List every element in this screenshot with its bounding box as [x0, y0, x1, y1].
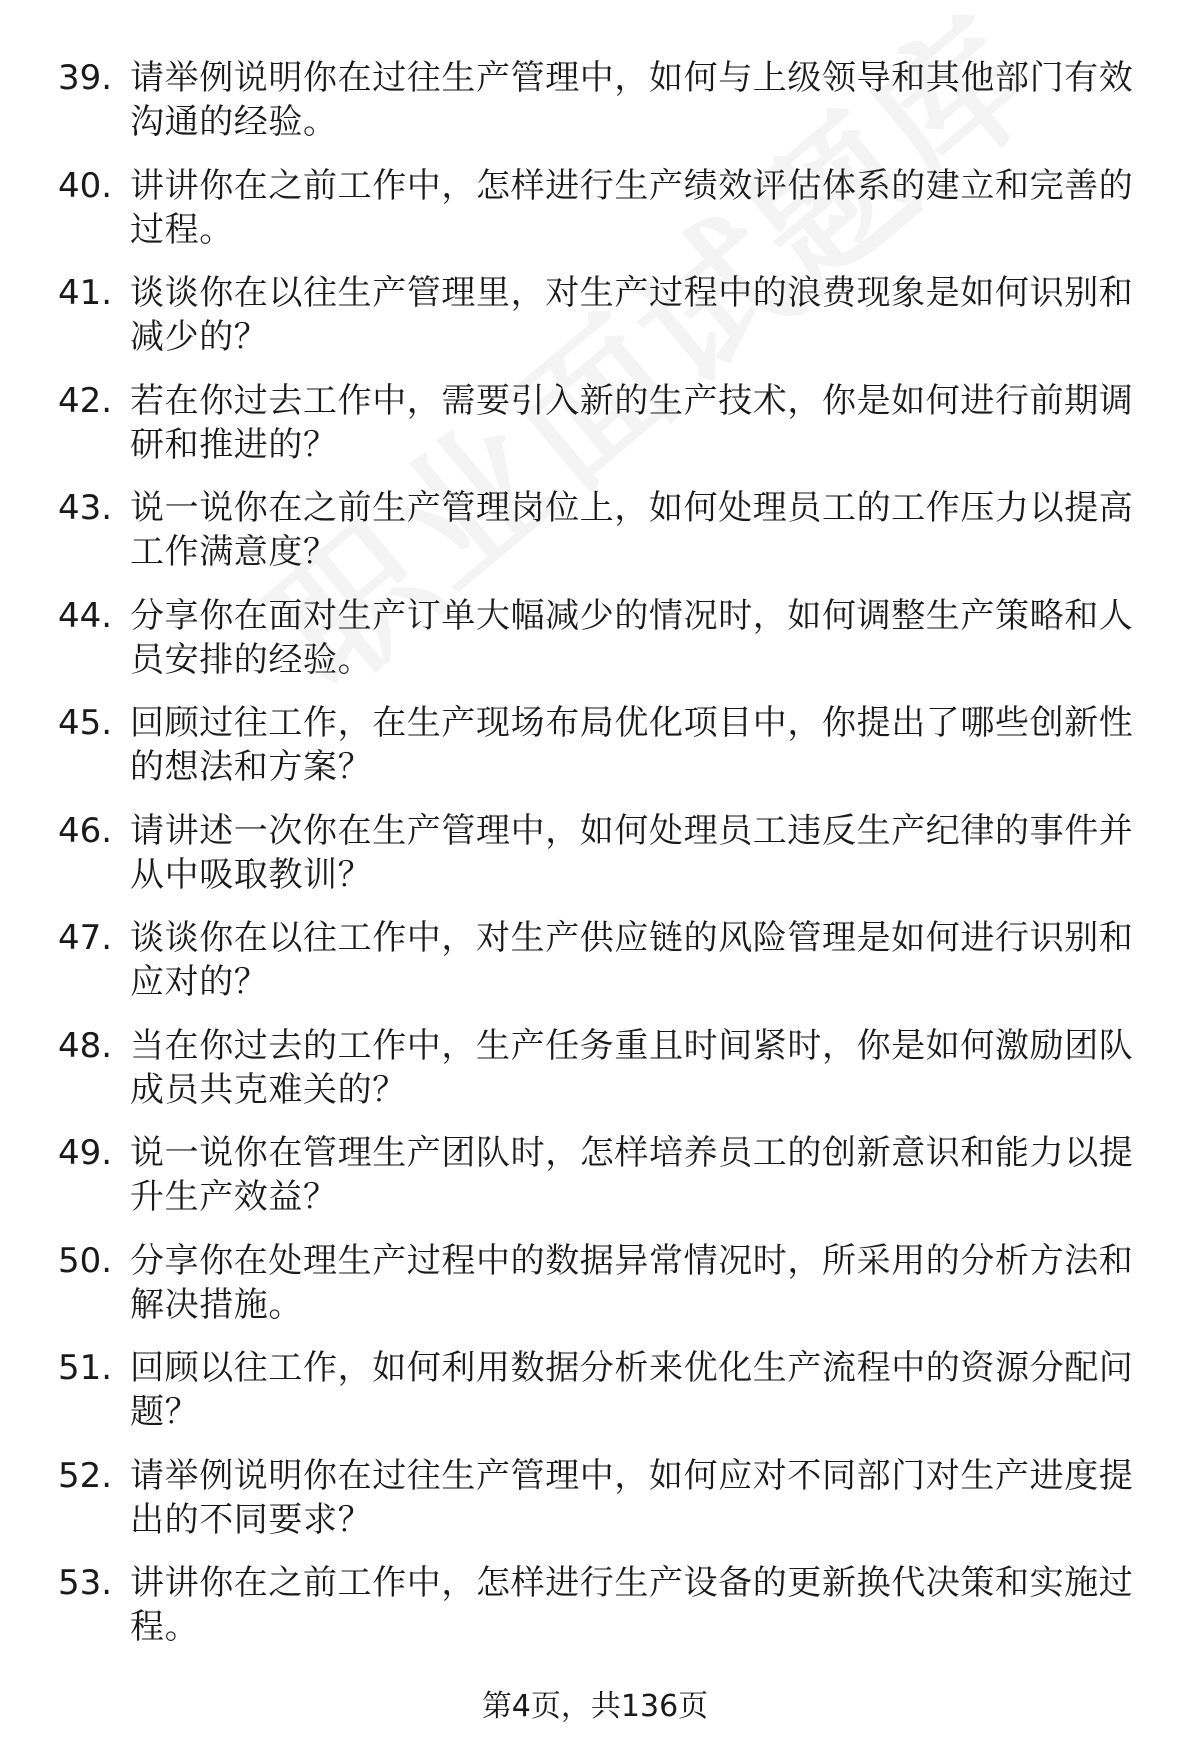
question-number: 42. — [58, 380, 113, 421]
question-number: 50. — [58, 1240, 113, 1281]
question-item — [0, 156, 1190, 264]
question-text: 谈谈你在以往生产管理里，对生产过程中的浪费现象是如何识别和减少的？ — [130, 273, 1134, 357]
question-number: 40. — [58, 165, 113, 206]
question-text: 请举例说明你在过往生产管理中，如何与上级领导和其他部门有效沟通的经验。 — [130, 58, 1134, 142]
question-number: 52. — [58, 1455, 113, 1496]
question-item — [0, 263, 1190, 371]
question-item — [0, 1016, 1190, 1124]
question-item — [0, 371, 1190, 479]
question-item — [0, 801, 1190, 909]
question-text: 请举例说明你在过往生产管理中，如何应对不同部门对生产进度提出的不同要求？ — [130, 1455, 1134, 1540]
question-text: 回顾以往工作，如何利用数据分析来优化生产流程中的资源分配问题？ — [130, 1348, 1134, 1432]
question-item — [0, 908, 1190, 1016]
question-text: 回顾过往工作，在生产现场布局优化项目中，你提出了哪些创新性的想法和方案？ — [130, 703, 1134, 787]
question-text: 讲讲你在之前工作中，怎样进行生产设备的更新换代决策和实施过程。 — [130, 1563, 1134, 1647]
question-list — [0, 48, 1190, 1661]
question-item — [0, 1446, 1190, 1554]
question-item — [0, 1338, 1190, 1446]
question-number: 53. — [58, 1563, 113, 1603]
question-text: 说一说你在管理生产团队时，怎样培养员工的创新意识和能力以提升生产效益？ — [130, 1133, 1134, 1217]
question-item — [0, 1123, 1190, 1231]
question-text: 若在你过去工作中，需要引入新的生产技术，你是如何进行前期调研和推进的？ — [130, 380, 1134, 465]
question-item — [0, 693, 1190, 801]
question-item — [0, 478, 1190, 586]
question-text: 当在你过去的工作中，生产任务重且时间紧时，你是如何激励团队成员共克难关的？ — [130, 1025, 1134, 1110]
question-item — [0, 1231, 1190, 1339]
question-number: 46. — [58, 810, 113, 851]
question-text: 分享你在面对生产订单大幅减少的情况时，如何调整生产策略和人员安排的经验。 — [130, 595, 1134, 680]
question-item — [0, 586, 1190, 694]
question-text: 谈谈你在以往工作中，对生产供应链的风险管理是如何进行识别和应对的？ — [130, 918, 1134, 1002]
page-footer: 第4页，共136页 — [481, 1689, 709, 1724]
question-number: 49. — [58, 1133, 113, 1173]
question-number: 41. — [58, 273, 113, 313]
question-text: 分享你在处理生产过程中的数据异常情况时，所采用的分析方法和解决措施。 — [130, 1240, 1134, 1325]
question-number: 39. — [58, 58, 113, 98]
question-number: 43. — [58, 488, 113, 528]
question-number: 51. — [58, 1348, 113, 1388]
question-item — [0, 1553, 1190, 1661]
question-text: 说一说你在之前生产管理岗位上，如何处理员工的工作压力以提高工作满意度？ — [130, 488, 1134, 572]
question-number: 45. — [58, 703, 113, 743]
question-number: 44. — [58, 595, 113, 636]
question-number: 47. — [58, 918, 113, 958]
question-number: 48. — [58, 1025, 113, 1066]
question-item — [0, 48, 1190, 156]
question-text: 讲讲你在之前工作中，怎样进行生产绩效评估体系的建立和完善的过程。 — [130, 165, 1134, 250]
question-text: 请讲述一次你在生产管理中，如何处理员工违反生产纪律的事件并从中吸取教训？ — [130, 810, 1134, 895]
